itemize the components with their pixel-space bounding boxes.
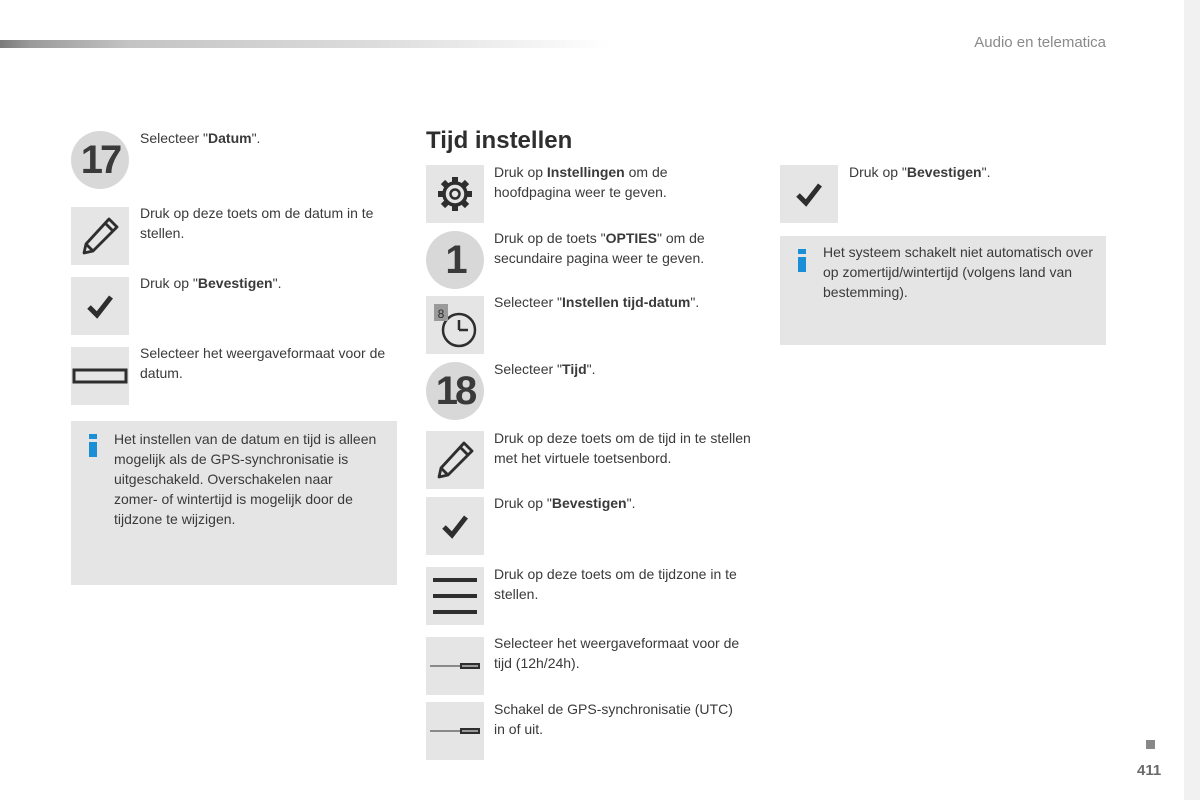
check-icon bbox=[440, 511, 470, 541]
format-bar-icon bbox=[72, 366, 128, 386]
edit-time-button bbox=[426, 431, 484, 489]
date-format-text: Selecteer het weergaveformaat voor de datum. bbox=[140, 345, 386, 381]
check-icon bbox=[794, 179, 824, 209]
list-icon bbox=[431, 574, 479, 618]
time-format-text: Selecteer het weergaveformaat voor de tijd (12h/24h). bbox=[494, 635, 740, 671]
confirm-text-1: Druk op "Bevestigen". bbox=[140, 275, 282, 291]
edit-time-text: Druk op deze toets om de tijd in te stellen met het virtuele toetsenbord. bbox=[494, 430, 751, 466]
check-icon bbox=[85, 291, 115, 321]
info-text-left: Het instellen van de datum en tijd is alleen mogelijk als de GPS-synchronisatie is uitgeschakeld. Overschakelen naar zomer- of wintertijd is mogelijk door de tijdzone te wijzigen. bbox=[114, 431, 377, 527]
gps-sync-toggle bbox=[426, 702, 484, 760]
confirm-button-1 bbox=[71, 277, 129, 335]
time-date-button bbox=[426, 296, 484, 354]
pencil-icon bbox=[77, 213, 123, 259]
info-icon bbox=[798, 249, 806, 272]
pencil-icon bbox=[432, 437, 478, 483]
info-box-right bbox=[780, 236, 1106, 345]
date-format-button bbox=[71, 347, 129, 405]
confirm-button-3 bbox=[780, 165, 838, 223]
step-18-text: Selecteer "Tijd". bbox=[494, 361, 596, 377]
header-gradient-bar bbox=[0, 40, 610, 48]
toggle-icon bbox=[428, 726, 482, 736]
edit-date-text: Druk op deze toets om de datum in te stellen. bbox=[140, 205, 374, 241]
confirm-button-2 bbox=[426, 497, 484, 555]
section-heading: Tijd instellen bbox=[426, 127, 573, 154]
step-17-badge: 17 bbox=[71, 131, 129, 189]
step-1-text: Druk op de toets "OPTIES" om de secundaire pagina weer te geven. bbox=[494, 230, 705, 266]
timezone-button bbox=[426, 567, 484, 625]
time-format-toggle bbox=[426, 637, 484, 695]
step-1-badge: 1 bbox=[426, 231, 484, 289]
page-edge-strip bbox=[1184, 0, 1200, 800]
step-18-badge: 18 bbox=[426, 362, 484, 420]
timezone-text: Druk op deze toets om de tijdzone in te stellen. bbox=[494, 566, 737, 602]
gear-icon bbox=[435, 174, 475, 214]
info-text-right: Het systeem schakelt niet automatisch over op zomertijd/wintertijd (volgens land van bestemming). bbox=[823, 244, 1094, 300]
toggle-icon bbox=[428, 661, 482, 671]
info-icon bbox=[89, 434, 97, 457]
section-title: Audio en telematica bbox=[974, 34, 1106, 51]
clock-icon bbox=[429, 299, 481, 351]
edit-date-button bbox=[71, 207, 129, 265]
page-number: 411 bbox=[1137, 762, 1162, 779]
info-box-left bbox=[71, 421, 397, 585]
confirm-text-2: Druk op "Bevestigen". bbox=[494, 495, 636, 511]
time-date-text: Selecteer "Instellen tijd-datum". bbox=[494, 294, 700, 310]
settings-text: Druk op Instellingen om de hoofdpagina weer te geven. bbox=[494, 164, 668, 200]
confirm-text-3: Druk op "Bevestigen". bbox=[849, 164, 991, 180]
step-17-text: Selecteer "Datum". bbox=[140, 130, 261, 146]
clock-badge-number: 8 bbox=[437, 307, 445, 321]
gps-sync-text: Schakel de GPS-synchronisatie (UTC) in of uit. bbox=[494, 701, 733, 737]
settings-button bbox=[426, 165, 484, 223]
page-marker bbox=[1146, 740, 1155, 749]
